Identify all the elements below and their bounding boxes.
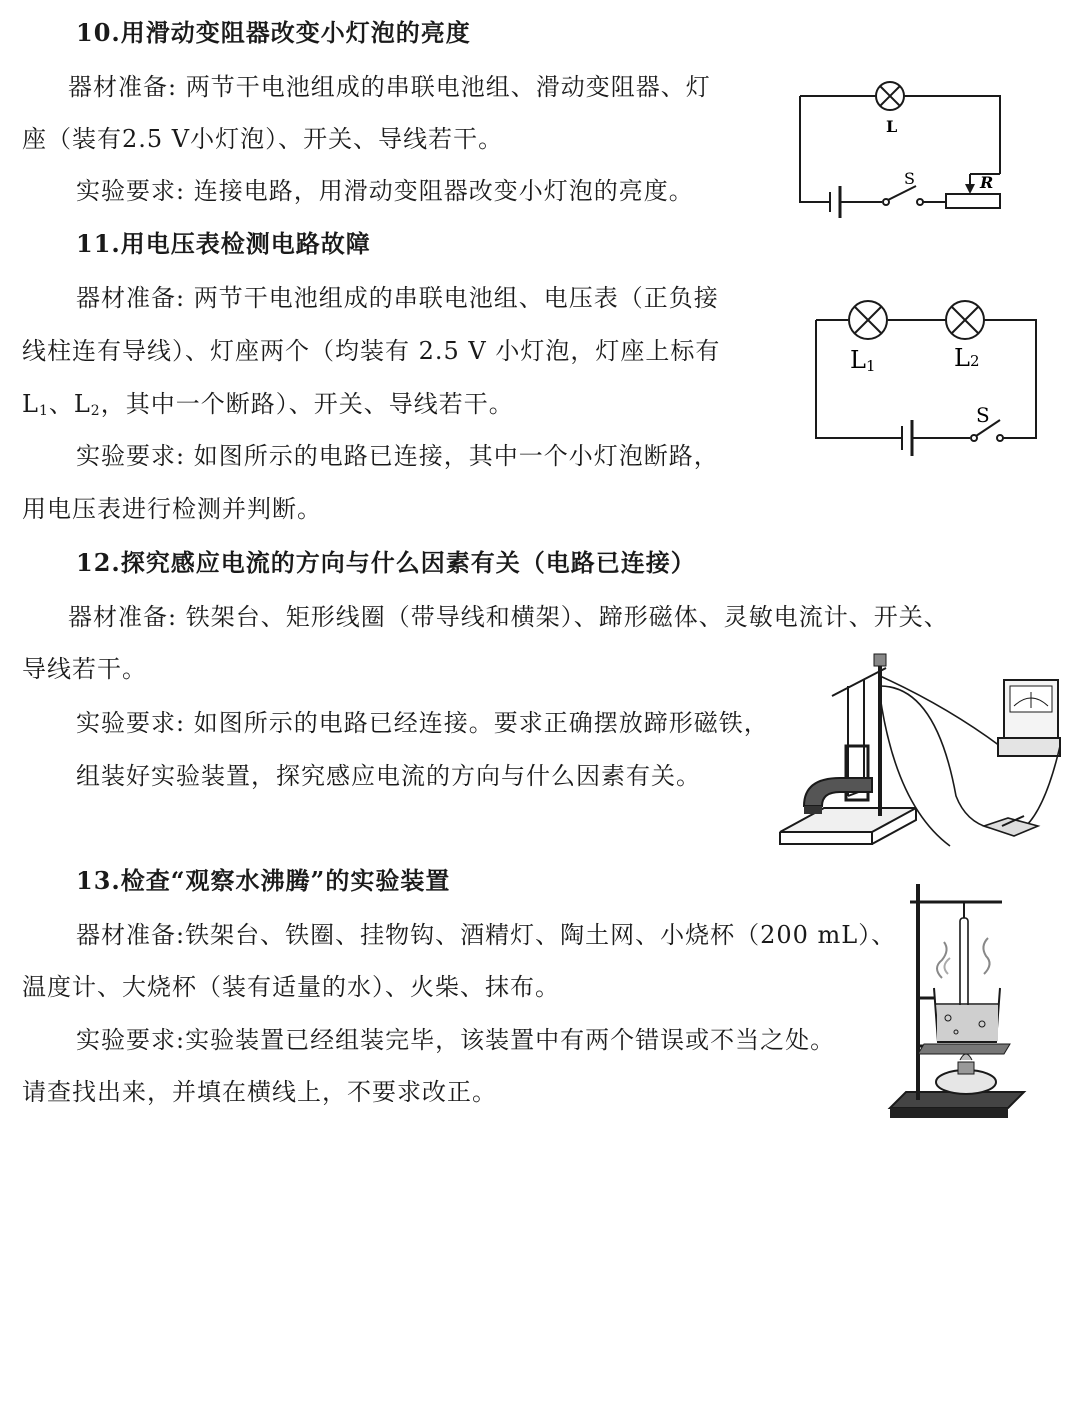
section-11-equip-line1 xyxy=(76,283,719,313)
section-11-req-line1 xyxy=(76,441,719,471)
section-12-req-line2: 组装好实验装置，探究感应电流的方向与什么因素有关。 xyxy=(76,762,701,790)
section-12-title: 12.探究感应电流的方向与什么因素有关（电路已连接） xyxy=(76,548,696,577)
equip-label: 器材准备: xyxy=(68,73,178,101)
section-13-title: 13.检查“观察水沸腾”的实验装置 xyxy=(76,866,451,895)
l2-subscript: 2 xyxy=(90,403,101,419)
lamp-label: L xyxy=(886,117,898,136)
section-10-title: 10.用滑动变阻器改变小灯泡的亮度 xyxy=(76,18,471,47)
section-12-req-line1 xyxy=(76,708,769,738)
l2-letter: 、L xyxy=(48,390,91,418)
section-13-req-line1 xyxy=(76,1025,835,1055)
section-13-equip-line2: 温度计、大烧杯（装有适量的水）、火柴、抹布。 xyxy=(22,973,560,1001)
section-11-equip-line3 xyxy=(22,389,514,426)
req-text: 如图所示的电路已经连接。要求正确摆放蹄形磁铁， xyxy=(193,709,769,737)
circuit-diagram-rheostat xyxy=(790,80,1010,220)
equip-line3-rest: ，其中一个断路）、开关、导线若干。 xyxy=(100,390,514,418)
section-11-title: 11.用电压表检测电路故障 xyxy=(76,229,371,258)
section-13-req-line2: 请查找出来，并填在横线上，不要求改正。 xyxy=(22,1078,497,1106)
section-10-equip-line1 xyxy=(68,72,711,102)
equip-text: 两节干电池组成的串联电池组、电压表（正负接 xyxy=(193,284,719,312)
equip-label: 器材准备: xyxy=(76,284,186,312)
req-label: 实验要求: xyxy=(76,442,186,470)
section-12-equip-line1 xyxy=(68,602,949,632)
section-10-req-line1 xyxy=(76,176,694,206)
req-text: 实验装置已经组装完毕，该装置中有两个错误或不当之处。 xyxy=(185,1026,836,1054)
equip-text: 铁架台、铁圈、挂物钩、酒精灯、陶土网、小烧杯（200 mL）、 xyxy=(185,921,897,949)
section-10-equip-line2: 座（装有2.5 V小灯泡）、开关、导线若干。 xyxy=(22,125,504,153)
section-12-equip-line2: 导线若干。 xyxy=(22,655,147,683)
equip-label: 器材准备: xyxy=(76,921,186,949)
req-label: 实验要求: xyxy=(76,1026,186,1054)
section-11-req-line2: 用电压表进行检测并判断。 xyxy=(22,495,322,523)
req-label: 实验要求: xyxy=(76,709,186,737)
section-13-equip-line1 xyxy=(76,920,896,950)
section-11-equip-line2: 线柱连有导线）、灯座两个（均装有 2.5 V 小灯泡，灯座上标有 xyxy=(22,337,721,365)
rheostat-label: R xyxy=(980,173,994,192)
switch-label: S xyxy=(904,169,915,188)
equip-label: 器材准备: xyxy=(68,603,178,631)
l1-subscript: 1 xyxy=(38,403,49,419)
induction-apparatus-illustration xyxy=(776,646,1066,856)
l1-letter: L xyxy=(22,390,39,418)
req-text: 连接电路，用滑动变阻器改变小灯泡的亮度。 xyxy=(193,177,694,205)
equip-text: 两节干电池组成的串联电池组、滑动变阻器、灯 xyxy=(185,73,711,101)
circuit-diagram-two-lamps xyxy=(810,296,1040,446)
lamp-l1-label: L1 xyxy=(850,346,876,375)
lamp-l2-label: L2 xyxy=(954,344,980,372)
boiling-water-apparatus-illustration xyxy=(884,878,1034,1128)
req-text: 如图所示的电路已连接，其中一个小灯泡断路， xyxy=(193,442,719,470)
switch-label: S xyxy=(976,403,990,427)
equip-text: 铁架台、矩形线圈（带导线和横架）、蹄形磁体、灵敏电流计、开关、 xyxy=(185,603,949,631)
req-label: 实验要求: xyxy=(76,177,186,205)
